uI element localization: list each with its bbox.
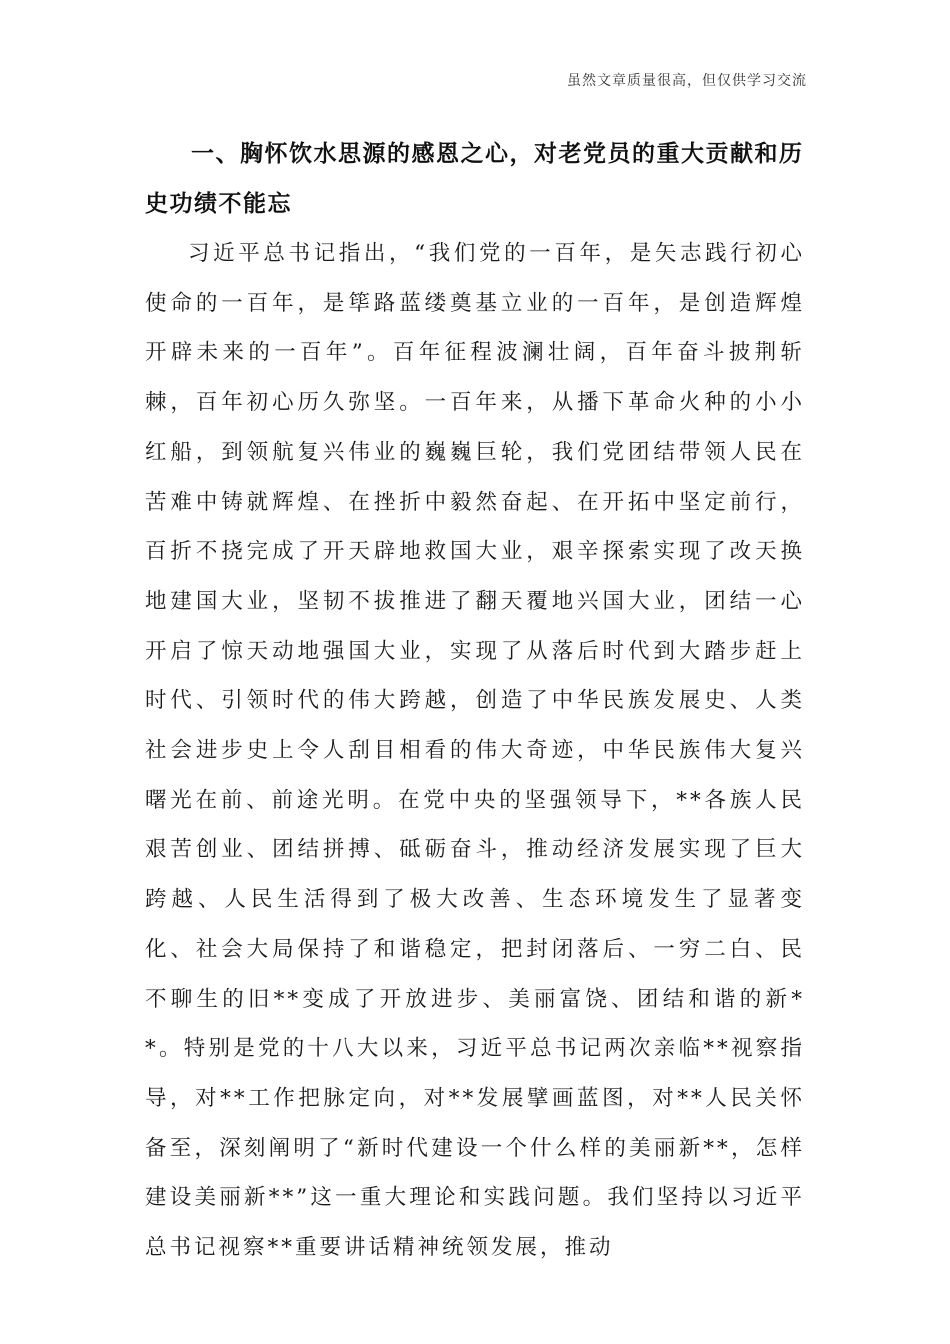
section-heading: 一、胸怀饮水思源的感恩之心，对老党员的重大贡献和历史功绩不能忘 [145,141,804,217]
body-paragraph: 习近平总书记指出，“我们党的一百年，是矢志践行初心使命的一百年，是筚路蓝缕奠基立业的一百年，是创造辉煌开辟未来的一百年”。百年征程波澜壮阔，百年奋斗披荆斩棘，百年初心历久弥坚。一百年来，从播下革命火种的小小红船，到领航复兴伟业的巍巍巨轮，我们党团结带领人民在苦难中铸就辉煌、在挫折中毅然奋起、在开拓中坚定前行，百折不挠完成了开天辟地救国大业，艰辛探索实现了改天换地建国大业，坚韧不拔推进了翻天覆地兴国大业，团结一心开启了惊天动地强国大业，实现了从落后时代到大踏步赶上时代、引领时代的伟大跨越，创造了中华民族发展史、人类社会进步史上令人刮目相看的伟大奇迹，中华民族伟大复兴曙光在前、前途光明。在党中央的坚强领导下，**各族人民艰苦创业、团结拼搏、砥砺奋斗，推动经济发展实现了巨大跨越、人民生活得到了极大改善、生态环境发生了显著变化、社会大局保持了和谐稳定，把封闭落后、一穷二白、民不聊生的旧**变成了开放进步、美丽富饶、团结和谐的新**。特别是党的十八大以来，习近平总书记两次亲临**视察指导，对**工作把脉定向，对**发展擘画蓝图，对**人民关怀备至，深刻阐明了“新时代建设一个什么样的美丽新**，怎样建设美丽新**”这一重大理论和实践问题。我们坚持以习近平总书记视察**重要讲话精神统领发展，推动 [145,241,805,1261]
document-body [145,129,805,1273]
page-header-note: 虽然文章质量很高，但仅供学习交流 [567,73,807,89]
